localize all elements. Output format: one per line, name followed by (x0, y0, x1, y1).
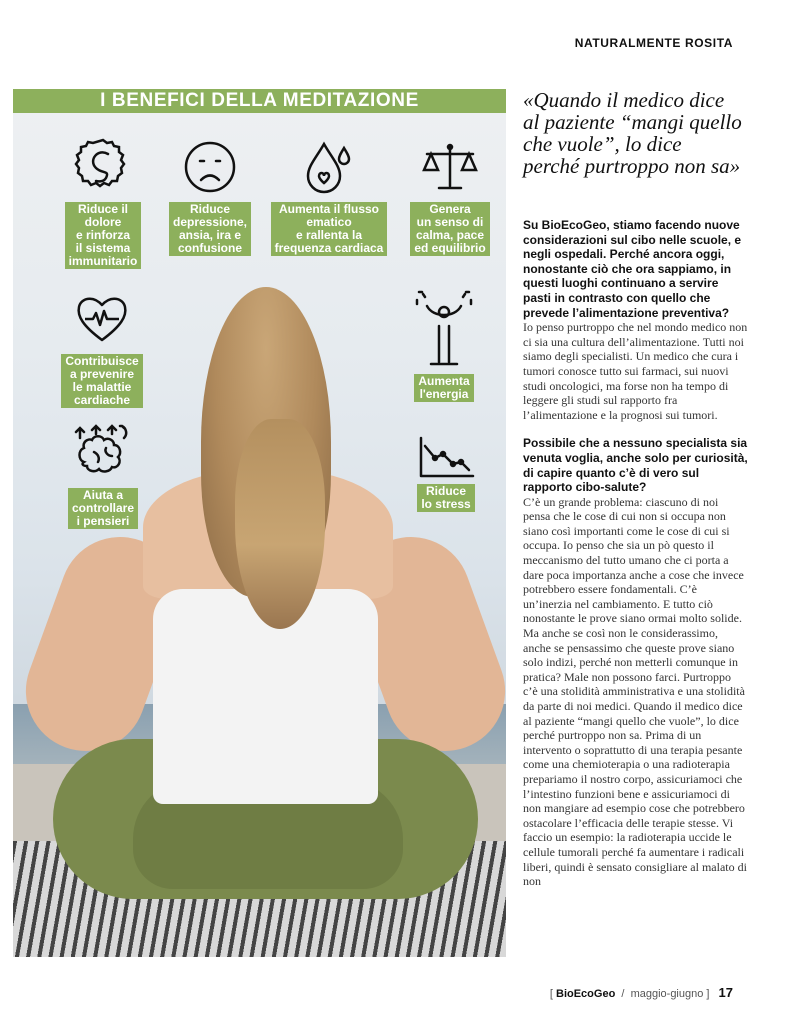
benefit-label: Aumenta l'energia (414, 374, 473, 402)
benefit-label: Riduce depressione, ansia, ira e confusione (169, 202, 251, 256)
benefit-thoughts (58, 422, 148, 530)
brain-icon (72, 422, 134, 484)
interview-question: Su BioEcoGeo, stiamo facendo nuove considerazioni sul cibo nelle scuole, e negli ospedali. Perché ancora oggi, nonostante ciò che ora sappiamo, in questi luoghi continuano a servire pasti in contrasto con quello che prevede l’alimentazione preventiva? (523, 218, 742, 320)
benefit-label: Contribuisce a prevenire le malattie cardiache (61, 354, 142, 408)
page-footer: [ BioEcoGeo / maggio-giugno ] 17 (549, 985, 733, 1000)
benefit-mood (160, 136, 260, 257)
interview-answer: Io penso purtroppo che nel mondo medico non ci sia una cultura dell’alimentazione. Tutti noi siamo degli specialisti. Un medico che cura i tumori conosce tutto sui farmaci, sui nuovi studi oncologici, ma forse non ha tempo di leggere gli studi sul rapporto fra l’alimentazione e la prognosi sui tumori. (523, 320, 748, 422)
benefit-stress (408, 434, 484, 513)
balance-scale-icon (419, 136, 481, 198)
benefit-calm (402, 136, 498, 257)
benefit-energy (404, 288, 484, 403)
article-body (523, 218, 748, 889)
benefit-label: Riduce il dolore e rinforza il sistema immunitario (65, 202, 142, 269)
benefit-blood-flow (266, 136, 392, 257)
section-title: NATURALMENTE ROSITA (574, 36, 733, 50)
page-number: 17 (718, 985, 733, 1000)
pull-quote: «Quando il medico dice al paziente “mangi quello che vuole”, lo dice perché purtroppo non sa» (523, 88, 742, 178)
heartbeat-icon (71, 288, 133, 350)
energy-person-icon (413, 288, 475, 370)
intestine-icon (72, 136, 134, 198)
interview-question: Possibile che a nessuno specialista sia venuta voglia, anche solo per curiosità, di capire quanto c’è di vero sul rapporto cibo-salute? (523, 436, 748, 495)
blood-drop-icon (298, 136, 360, 198)
benefit-label: Riduce lo stress (417, 484, 474, 512)
benefit-label: Genera un senso di calma, pace ed equilibrio (410, 202, 489, 256)
declining-chart-icon (415, 434, 477, 480)
issue-label: maggio-giugno (630, 988, 704, 1000)
infographic-title: I BENEFICI DELLA MEDITAZIONE (13, 89, 506, 113)
sad-face-icon (179, 136, 241, 198)
interview-answer: Ma anche se così non le considerassimo, anche se pensassimo che queste prove siano solo indizi, perché non metterli comunque in pratica? Male non possono farci. Purtroppo c’è una stolidità amministrativa e una stolidità da parte di noi medici. Quando il medico dice al paziente “mangi quello che vuole”, lo dice perché purtroppo non sa. Prima di un intervento o soprattutto di una terapia pesante come una chemioterapia o una radioterapia prepariamo il nostro corpo, assicuriamoci che l’intestino funzioni bene e assicuriamoci di non mangiare ad esempio cose che potrebbero ostacolare l’efficacia delle terapie stesse. Vi faccio un esempio: la radioterapia uccide le cellule tumorali perché fa aumentare i radicali liberi, quindi è sensato consigliare al malato di non (523, 626, 747, 889)
magazine-name: BioEcoGeo (556, 988, 616, 1000)
benefit-label: Aiuta a controllare i pensieri (68, 488, 138, 529)
benefit-label: Aumenta il flusso ematico e rallenta la frequenza cardiaca (271, 202, 388, 256)
benefit-heart (52, 288, 152, 409)
benefit-pain (58, 136, 148, 270)
interview-answer: C’è un grande problema: ciascuno di noi pensa che le cose di cui non si occupa non siano così importanti come le cose di cui si occupa. Io penso che sia un pò questo il meccanismo del tutto umano che ci porta a dare poca importanza anche a cose che invece potrebbero essere fondamentali. C’è un’inerzia nel cambiamento. E tutto ciò nonostante le prove siano ormai molto solide. (523, 494, 744, 626)
